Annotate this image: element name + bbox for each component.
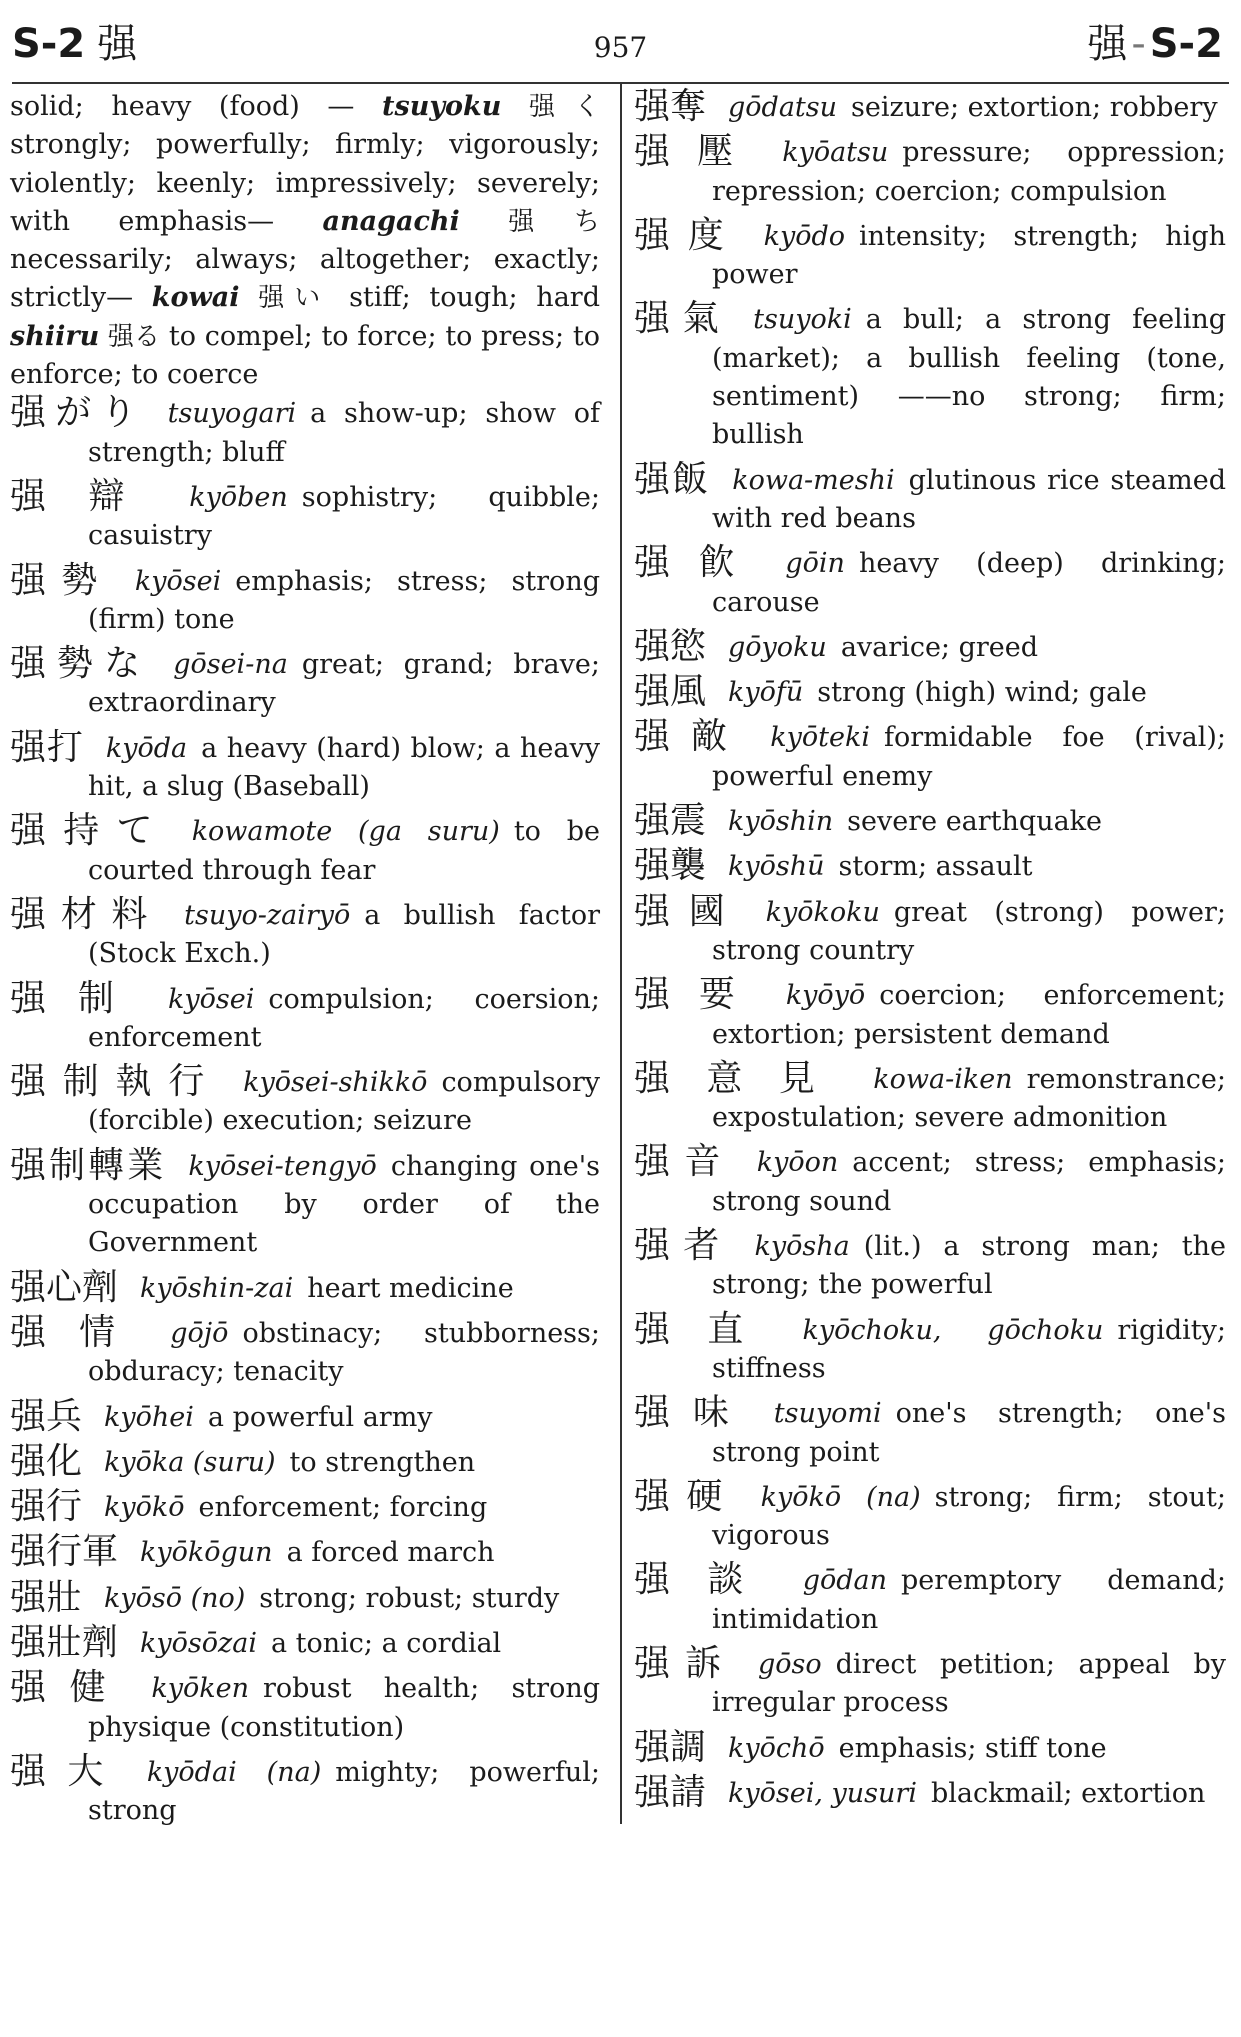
entry-definition: a forced march (286, 1537, 495, 1569)
entry-romaji: kyōteki (770, 722, 870, 754)
entry-kanji: 强硬 (634, 1475, 739, 1517)
entry-romaji: kyōkō (na) (760, 1481, 921, 1513)
dictionary-entry (10, 1533, 600, 1572)
entry-kanji: 强大 (10, 1750, 125, 1792)
dictionary-entry (634, 1726, 1226, 1768)
page-number: 957 (593, 31, 648, 64)
headword-variant: shiiru (10, 320, 100, 352)
dictionary-entry (634, 1771, 1226, 1813)
dictionary-entry (10, 1266, 600, 1308)
entry-kanji: 强壓 (634, 131, 761, 173)
entry-definition: a show-up; show of strength; bluff (88, 398, 600, 468)
entry-definition: peremptory demand; intimidation (712, 1565, 1226, 1635)
entry-romaji: kyōfū (728, 677, 804, 709)
left-column (10, 88, 600, 1830)
entry-romaji: tsuyogari (167, 398, 297, 430)
entry-kanji: 强壯 (10, 1576, 83, 1618)
entry-kanji: 强勢 (10, 559, 113, 601)
entry-kanji: 强氣 (634, 298, 732, 340)
entry-definition: sophistry; quibble; casuistry (88, 481, 600, 552)
dictionary-entry (634, 847, 1226, 886)
entry-definition: pressure; oppression; repression; coercion; compulsion (712, 137, 1226, 207)
entry-romaji: gōyoku (728, 631, 827, 663)
entry-kanji: 强國 (634, 890, 744, 932)
entry-definition: formidable foe (rival); powerful enemy (712, 722, 1226, 792)
right-column (634, 88, 1226, 1813)
header-kanji-right: 强 (1087, 21, 1128, 67)
dictionary-entry (634, 976, 1226, 1054)
entry-definition: compulsory (forcible) execution; seizure (88, 1067, 600, 1137)
dictionary-entry (10, 1488, 600, 1527)
dictionary-entry (10, 1621, 600, 1663)
entry-kanji: 强制執行 (10, 1061, 222, 1103)
entry-romaji: kyōatsu (782, 137, 889, 169)
entry-kanji: 强奪 (634, 86, 707, 127)
dictionary-entry (10, 1063, 600, 1141)
entry-kanji: 强健 (10, 1667, 130, 1709)
entry-kanji: 强意見 (634, 1057, 852, 1099)
entry-definition: to be courted through fear (88, 816, 600, 886)
entry-definition: strong (high) wind; gale (817, 677, 1147, 709)
entry-kanji: 强度 (634, 214, 742, 256)
dictionary-entry (10, 812, 600, 890)
dictionary-entry (634, 88, 1226, 127)
entry-kanji: 强行 (10, 1486, 83, 1528)
entry-kanji: 强心劑 (10, 1266, 119, 1308)
variant-kanji: 强る (107, 321, 161, 352)
dictionary-entry (634, 1057, 1226, 1138)
dictionary-entry (10, 645, 600, 723)
entry-romaji: kowa-meshi (732, 464, 895, 496)
entry-romaji: kyōkō (104, 1492, 185, 1524)
dictionary-entry (634, 458, 1226, 539)
entry-romaji: kyōhei (104, 1401, 194, 1433)
dictionary-entry (10, 893, 600, 974)
entry-definition: a heavy (hard) blow; a heavy hit, a slug (Baseball) (88, 732, 600, 803)
entry-kanji: 强打 (10, 726, 84, 768)
entry-kanji: 强音 (634, 1141, 735, 1183)
header-kanji-left: 强 (97, 21, 138, 67)
entry-definition: to strengthen (289, 1446, 476, 1478)
entry-kanji: 强請 (634, 1771, 707, 1813)
entry-romaji: kyōshin-zai (140, 1272, 294, 1304)
dictionary-entry (10, 394, 600, 472)
entry-romaji: kyōsei (134, 565, 222, 597)
continued-text: stiff; tough; hard (349, 282, 600, 314)
entry-kanji: 强制 (10, 977, 147, 1019)
entry-definition: blackmail; extortion (930, 1777, 1206, 1809)
right-entry-list (634, 88, 1226, 1813)
entry-kanji: 强持て (10, 810, 170, 852)
entry-romaji: kyōken (151, 1673, 249, 1705)
entry-romaji: gōjō (170, 1317, 229, 1349)
dictionary-entry (10, 475, 600, 556)
entry-kanji: 强要 (634, 974, 764, 1016)
entry-romaji: tsuyoki (753, 304, 852, 336)
section-label-left: S-2 (12, 21, 86, 67)
entry-romaji: kyōchō (728, 1732, 825, 1764)
entry-kanji: 强直 (634, 1308, 781, 1350)
entry-definition: severe earthquake (847, 806, 1103, 838)
entry-kanji: 强震 (634, 800, 707, 842)
continued-entry (10, 88, 600, 394)
entry-definition: great (strong) power; strong country (712, 896, 1226, 966)
dictionary-entry (634, 625, 1226, 667)
dictionary-entry (634, 1642, 1226, 1723)
dictionary-entry (634, 214, 1226, 295)
entry-definition: heavy (deep) drinking; carouse (712, 548, 1226, 618)
dictionary-entry (634, 1308, 1226, 1389)
dictionary-entry (634, 890, 1226, 971)
entry-romaji: kyōshin (728, 806, 834, 838)
entry-romaji: kyōsha (754, 1231, 850, 1263)
variant-kanji: 强く (528, 92, 600, 122)
dictionary-entry (634, 718, 1226, 796)
continued-text: to compel; to force; to press; to enforce; to coerce (10, 320, 600, 391)
entry-romaji: kyōdai (na) (146, 1756, 322, 1788)
entry-romaji: kyōka (suru) (104, 1446, 276, 1478)
entry-romaji: kyōda (105, 732, 188, 764)
entry-definition: avarice; greed (840, 631, 1039, 663)
entry-romaji: gōdan (802, 1565, 888, 1597)
section-label-right: S-2 (1149, 21, 1223, 67)
entry-definition: compulsion; coersion; enforcement (88, 983, 600, 1053)
entry-kanji: 强兵 (10, 1395, 83, 1437)
entry-definition: remonstrance; expostulation; severe admonition (712, 1063, 1226, 1134)
entry-romaji: gōso (757, 1648, 822, 1680)
continued-text: solid; heavy (food) — (10, 91, 355, 122)
entry-definition: strong; robust; sturdy (259, 1582, 560, 1614)
dictionary-entry (10, 1750, 600, 1831)
entry-definition: changing one's occupation by order of the Government (88, 1150, 600, 1259)
entry-kanji: 强化 (10, 1440, 83, 1482)
entry-kanji: 强襲 (634, 845, 707, 887)
entry-romaji: kyōsōzai (140, 1627, 257, 1659)
entry-kanji: 强制轉業 (10, 1144, 167, 1186)
dictionary-entry (634, 1475, 1226, 1556)
dictionary-entry (10, 977, 600, 1058)
entry-definition: storm; assault (838, 851, 1033, 883)
entry-romaji: kyōsei, yusuri (728, 1777, 917, 1809)
entry-definition: seizure; extortion; robbery (851, 92, 1218, 123)
dictionary-entry (10, 1669, 600, 1747)
entry-definition: intensity; strength; high power (712, 220, 1226, 291)
entry-kanji: 强風 (634, 671, 707, 713)
continued-text: strongly; powerfully; firmly; vigorously; violently; keenly; impressively; severely; with emphasis— (10, 129, 600, 237)
dictionary-entry (634, 300, 1226, 454)
entry-romaji: kyōsei (168, 983, 255, 1015)
entry-kanji: 强慾 (634, 625, 707, 667)
entry-definition: a bull; a strong feeling (market); a bullish feeling (tone, sentiment) ——no strong; firm; bullish (712, 304, 1226, 451)
entry-kanji: 强訴 (634, 1642, 736, 1684)
entry-romaji: kyōchoku, gōchoku (802, 1314, 1104, 1346)
entry-definition: enforcement; forcing (198, 1492, 488, 1524)
entry-romaji: kyōshū (728, 851, 825, 883)
entry-kanji: 强情 (10, 1311, 149, 1353)
entry-definition: (lit.) a strong man; the strong; the powerful (712, 1231, 1226, 1301)
dictionary-entry (634, 133, 1226, 211)
entry-romaji: kyōon (756, 1147, 839, 1179)
header-right (1087, 16, 1223, 72)
entry-definition: a tonic; a cordial (270, 1627, 502, 1659)
dictionary-entry (10, 559, 600, 640)
dictionary-entry (634, 673, 1226, 712)
entry-romaji: gōin (785, 548, 845, 580)
headword-variant: anagachi (322, 205, 460, 237)
left-entry-list (10, 394, 600, 1830)
column-divider (620, 84, 622, 1824)
entry-romaji: kyōsei-tengyō (188, 1150, 377, 1182)
dictionary-entry (634, 1227, 1226, 1305)
entry-kanji: 强勢な (10, 643, 152, 685)
entry-definition: heart medicine (307, 1272, 514, 1304)
variant-kanji: 强い (258, 283, 331, 314)
entry-kanji: 强壯劑 (10, 1621, 119, 1663)
entry-kanji: 强調 (634, 1726, 707, 1768)
entry-definition: rigidity; stiffness (712, 1314, 1226, 1384)
headword-variant: tsuyoku (382, 91, 502, 122)
dictionary-entry (10, 1440, 600, 1482)
entry-definition: one's strength; one's strong point (712, 1398, 1226, 1468)
entry-definition: emphasis; stiff tone (838, 1732, 1107, 1764)
entry-definition: emphasis; stress; strong (firm) tone (88, 565, 600, 635)
entry-definition: a bullish factor (Stock Exch.) (88, 899, 600, 970)
entry-kanji: 强者 (634, 1225, 733, 1267)
entry-definition: strong; firm; stout; vigorous (712, 1481, 1226, 1552)
entry-kanji: 强飯 (634, 458, 711, 500)
entry-romaji: kyōsō (no) (104, 1582, 246, 1614)
header-dash: - (1131, 21, 1146, 67)
dictionary-entry (634, 544, 1226, 622)
entry-romaji: tsuyomi (773, 1398, 882, 1430)
continued-text: necessarily; always; altogether; exactly; strictly— (10, 244, 600, 314)
dictionary-entry (10, 1311, 600, 1392)
dictionary-entry (10, 726, 600, 807)
entry-romaji: kyōkoku (765, 896, 880, 928)
entry-kanji: 强飮 (634, 542, 764, 584)
entry-romaji: kowa-iken (873, 1063, 1013, 1095)
entry-romaji: kyōyō (785, 980, 866, 1012)
entry-definition: glutinous rice steamed with red beans (712, 464, 1226, 534)
entry-kanji: 强材料 (10, 893, 163, 935)
entry-romaji: kyōdo (763, 220, 846, 252)
entry-kanji: 强行軍 (10, 1531, 119, 1573)
entry-kanji: 强味 (634, 1392, 752, 1434)
entry-definition: mighty; powerful; strong (88, 1756, 600, 1827)
entry-definition: robust health; strong physique (constitution) (88, 1673, 600, 1743)
dictionary-entry (634, 1561, 1226, 1639)
entry-romaji: tsuyo-zairyō (184, 899, 351, 931)
dictionary-entry (10, 1144, 600, 1263)
entry-kanji: 强談 (634, 1559, 781, 1601)
entry-romaji: kyōben (189, 481, 288, 513)
dictionary-entry (634, 802, 1226, 841)
entry-kanji: 强辯 (10, 475, 168, 517)
entry-kanji: 强敵 (634, 716, 749, 758)
entry-romaji: kyōsei-shikkō (243, 1067, 428, 1099)
variant-kanji: 强ち (508, 206, 600, 237)
dictionary-entry (634, 1394, 1226, 1472)
entry-definition: direct petition; appeal by irregular process (712, 1648, 1226, 1719)
entry-definition: coercion; enforcement; extortion; persistent demand (712, 980, 1226, 1050)
entry-romaji: kyōkōgun (140, 1537, 273, 1569)
dictionary-entry (10, 1576, 600, 1618)
entry-romaji: kowamote (ga suru) (191, 816, 500, 848)
entry-definition: great; grand; brave; extraordinary (88, 649, 600, 719)
entry-kanji: 强がり (10, 392, 146, 434)
entry-definition: a powerful army (207, 1401, 433, 1433)
dictionary-entry (634, 1143, 1226, 1221)
entry-romaji: gōsei-na (173, 649, 288, 681)
entry-definition: obstinacy; stubborness; obduracy; tenacity (88, 1317, 600, 1388)
headword-variant: kowai (151, 282, 240, 314)
entry-definition: accent; stress; emphasis; strong sound (712, 1147, 1226, 1217)
entry-romaji: gōdatsu (728, 92, 838, 123)
dictionary-entry (10, 1395, 600, 1437)
